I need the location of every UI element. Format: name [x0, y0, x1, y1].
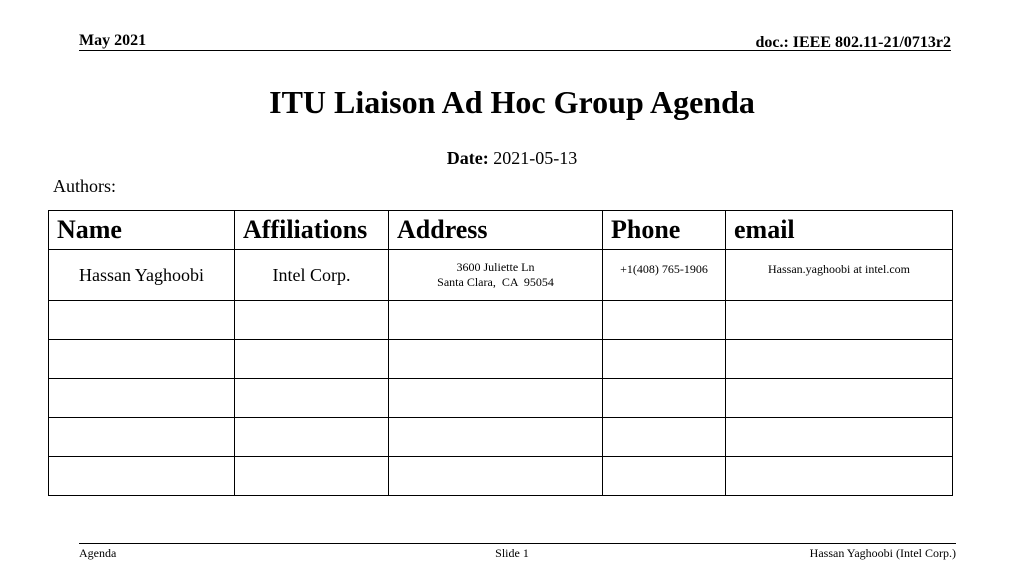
column-header-address: Address [389, 211, 603, 250]
date-label: Date: [446, 148, 489, 168]
empty-cell [235, 379, 389, 418]
empty-cell [235, 340, 389, 379]
empty-cell [49, 418, 235, 457]
table-row [49, 457, 953, 496]
empty-cell [726, 457, 953, 496]
table-row [49, 418, 953, 457]
empty-cell [726, 301, 953, 340]
column-header-name: Name [49, 211, 235, 250]
column-header-phone: Phone [603, 211, 726, 250]
cell-name: Hassan Yaghoobi [49, 250, 235, 301]
cell-affiliation: Intel Corp. [235, 250, 389, 301]
empty-cell [603, 301, 726, 340]
column-header-affiliations: Affiliations [235, 211, 389, 250]
header-divider [79, 50, 951, 51]
header-date: May 2021 [79, 32, 147, 49]
empty-cell [235, 301, 389, 340]
cell-phone: +1(408) 765-1906 [603, 250, 726, 301]
footer-divider [79, 543, 956, 544]
table-header-row [49, 211, 953, 250]
footer-author: Hassan Yaghoobi (Intel Corp.) [809, 546, 956, 560]
empty-cell [389, 379, 603, 418]
empty-cell [49, 301, 235, 340]
date-line [0, 148, 1024, 169]
empty-cell [603, 418, 726, 457]
empty-cell [49, 457, 235, 496]
header-doc-id: doc.: IEEE 802.11-21/0713r2 [755, 34, 951, 51]
empty-cell [389, 340, 603, 379]
empty-cell [726, 418, 953, 457]
footer-left: Agenda [79, 546, 117, 560]
empty-cell [603, 457, 726, 496]
table-row [49, 340, 953, 379]
empty-cell [235, 418, 389, 457]
date-value: 2021-05-13 [493, 148, 578, 168]
empty-cell [235, 457, 389, 496]
empty-cell [603, 340, 726, 379]
slide-title: ITU Liaison Ad Hoc Group Agenda [269, 84, 755, 120]
table-row [49, 250, 953, 301]
empty-cell [726, 379, 953, 418]
empty-cell [389, 301, 603, 340]
table-row [49, 301, 953, 340]
address-line-2: Santa Clara, CA 95054 [437, 275, 554, 289]
empty-cell [603, 379, 726, 418]
table-row [49, 379, 953, 418]
footer-slide-number: Slide 1 [495, 546, 529, 560]
empty-cell [49, 340, 235, 379]
cell-address [389, 250, 603, 301]
cell-email: Hassan.yaghoobi at intel.com [726, 250, 953, 301]
empty-cell [389, 457, 603, 496]
column-header-email: email [726, 211, 953, 250]
empty-cell [49, 379, 235, 418]
authors-table [48, 210, 953, 496]
empty-cell [726, 340, 953, 379]
authors-label: Authors: [53, 176, 116, 196]
address-line-1: 3600 Juliette Ln [456, 260, 535, 274]
empty-cell [389, 418, 603, 457]
